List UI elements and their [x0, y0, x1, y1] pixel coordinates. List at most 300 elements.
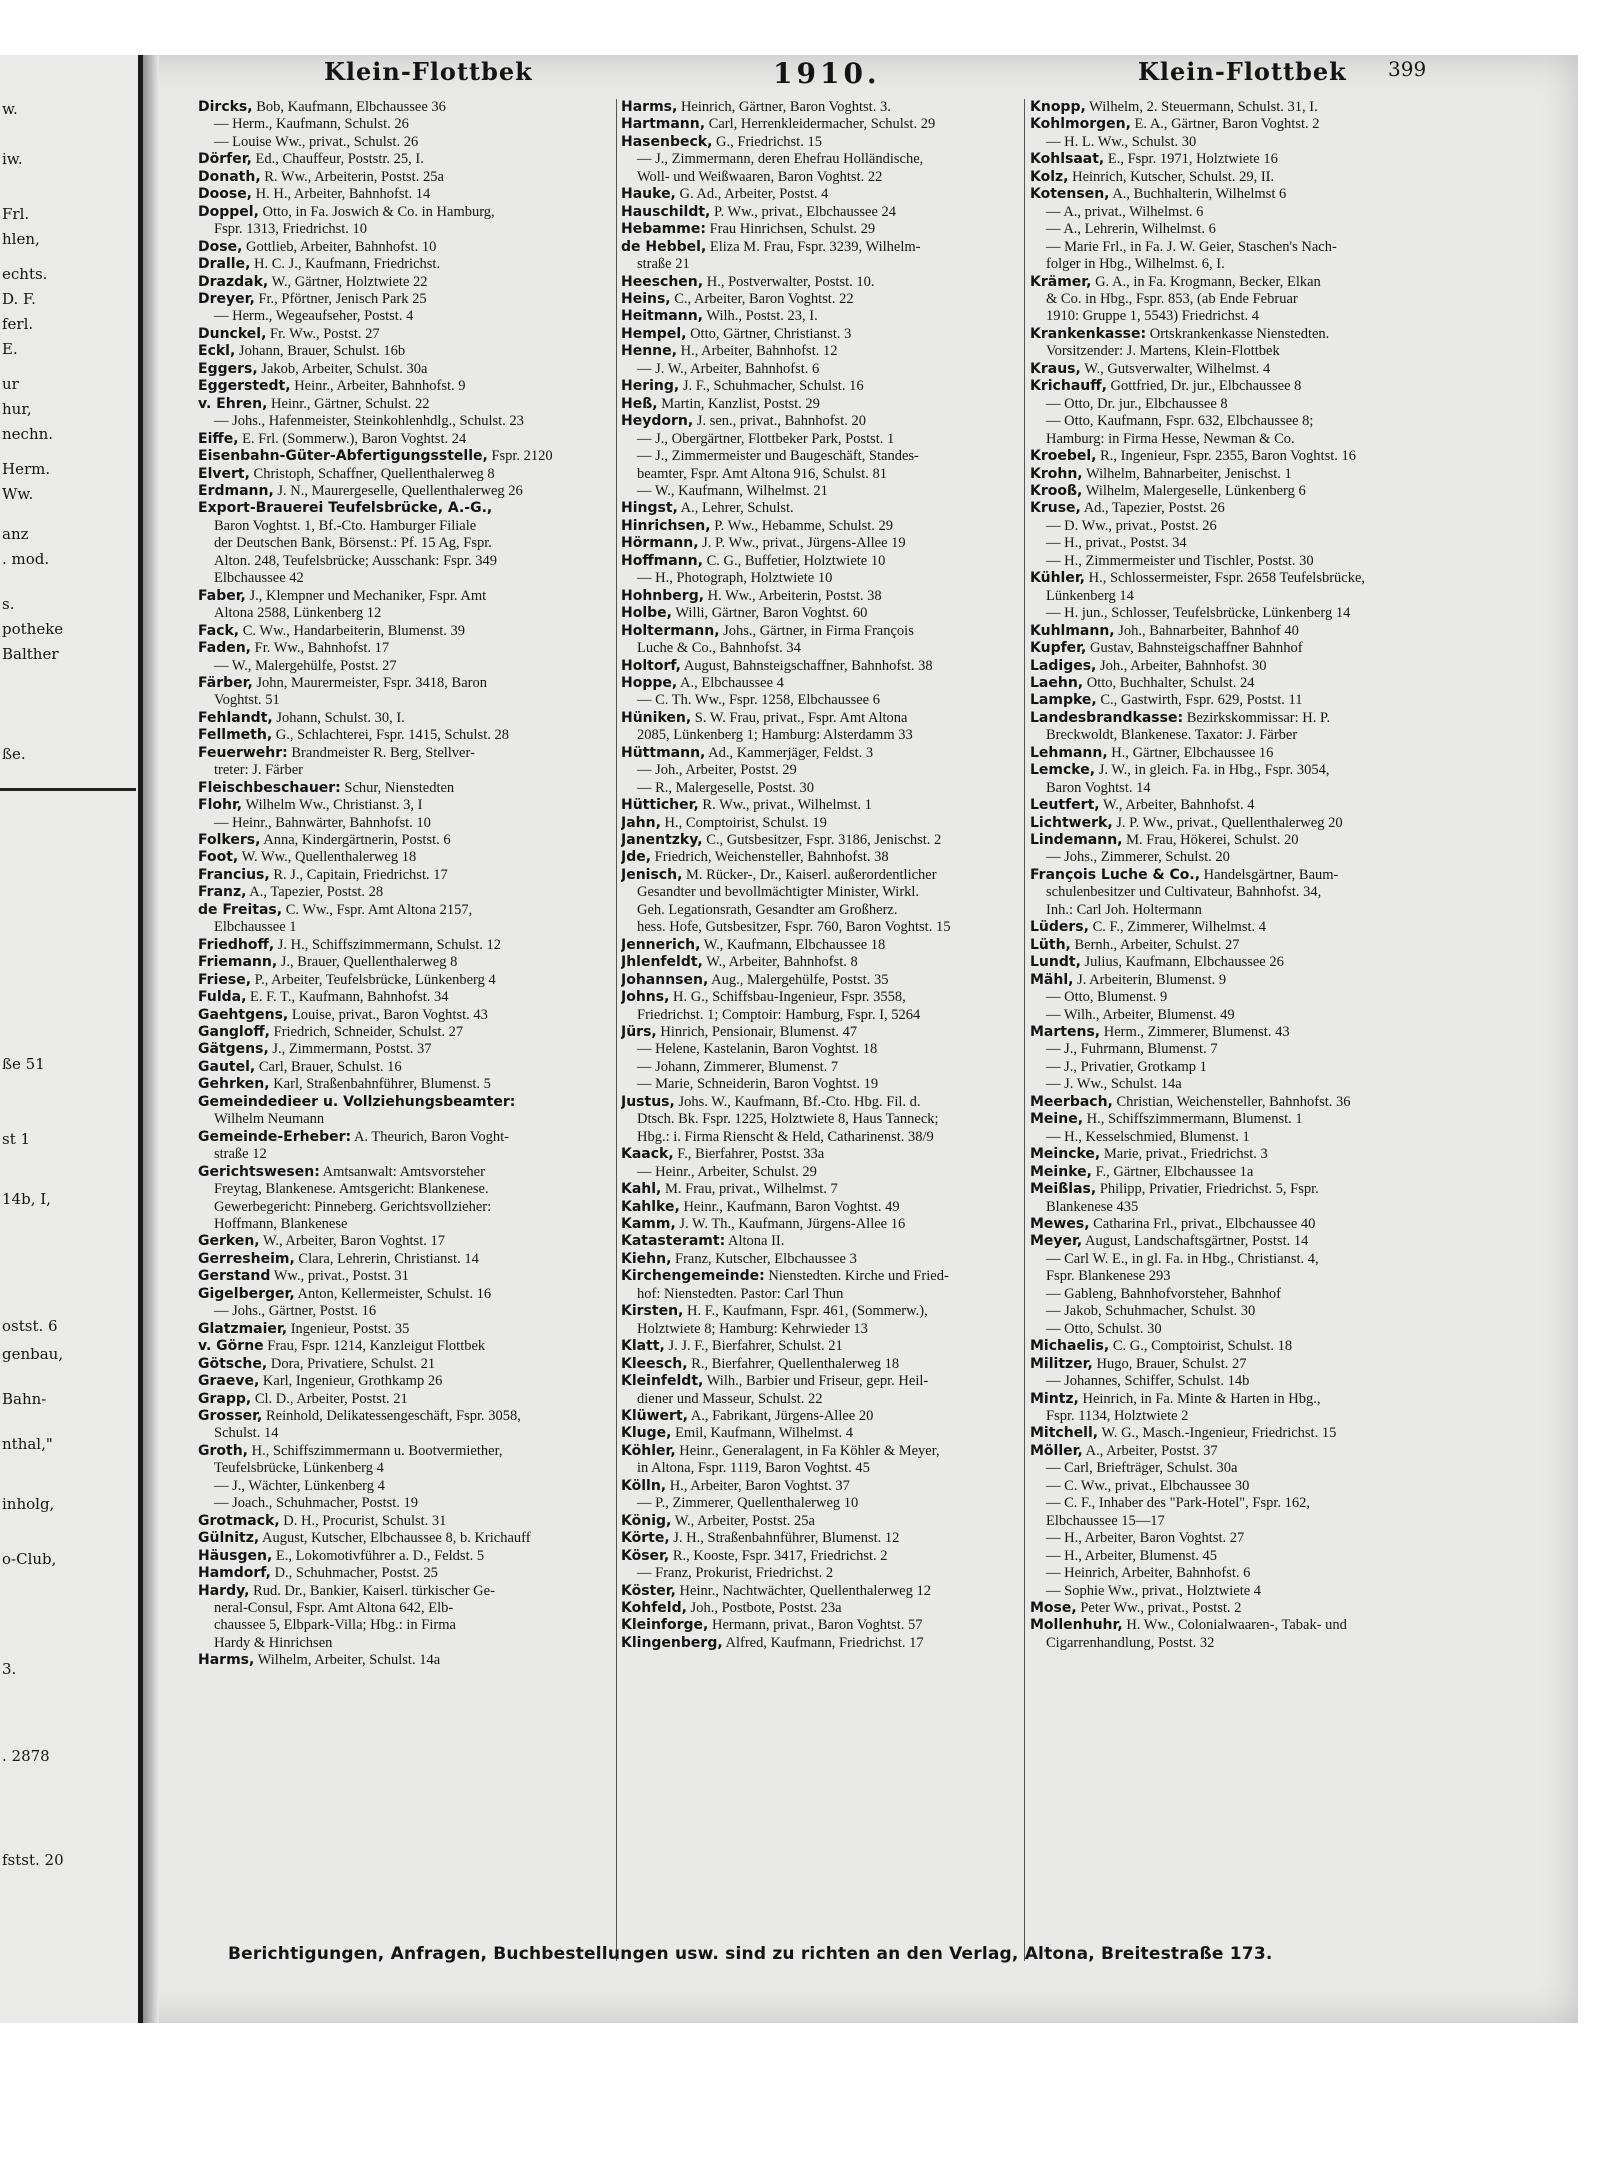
directory-entry — [198, 1565, 616, 1582]
previous-page-fragment: ße. — [2, 745, 26, 763]
directory-entry — [198, 692, 616, 709]
entry-details: C. Ww., Handarbeiterin, Blumenst. 39 — [239, 622, 466, 639]
directory-entry — [621, 692, 1021, 709]
entry-details: C. F., Zimmerer, Wilhelmst. 4 — [1088, 919, 1266, 936]
directory-entry — [1030, 1635, 1430, 1652]
entry-details: J. Arbeiterin, Blumenst. 9 — [1073, 971, 1227, 988]
entry-name: Kleinforge, — [621, 1617, 709, 1634]
directory-entry — [198, 518, 616, 535]
directory-entry — [621, 1583, 1021, 1600]
entry-name: Krämer, — [1030, 273, 1092, 290]
entry-name: Grapp, — [198, 1390, 252, 1407]
directory-entry — [198, 1408, 616, 1425]
entry-details: — J., Zimmermann, deren Ehefrau Holländische, — [637, 151, 924, 168]
entry-name: Foot, — [198, 849, 239, 866]
entry-name: Lüders, — [1030, 919, 1089, 936]
directory-entry — [1030, 902, 1430, 919]
entry-name: Heeschen, — [621, 273, 704, 290]
directory-entry — [1030, 99, 1430, 116]
directory-entry — [1030, 1286, 1430, 1303]
entry-details: M. Rücker-, Dr., Kaiserl. außerordentlicher — [682, 866, 937, 883]
directory-entry — [198, 937, 616, 954]
entry-details: Friedrichst. 1; Comptoir: Hamburg, Fspr. I, 5264 — [637, 1006, 921, 1023]
previous-page-fragment: Ww. — [2, 485, 34, 503]
entry-details: Elbchaussee 1 — [214, 919, 297, 936]
directory-entry — [1030, 570, 1430, 587]
gutter-shadow — [143, 55, 159, 2023]
entry-details: Cigarrenhandlung, Postst. 32 — [1046, 1634, 1215, 1651]
entry-name: Kirchengemeinde: — [621, 1268, 765, 1285]
entry-name: Leutfert, — [1030, 797, 1100, 814]
entry-details: — W., Kaufmann, Wilhelmst. 21 — [637, 482, 828, 499]
directory-entry — [198, 1024, 616, 1041]
directory-entry — [198, 274, 616, 291]
directory-entry — [621, 1373, 1021, 1390]
entry-name: Jhlenfeldt, — [621, 954, 703, 971]
directory-entry — [621, 99, 1021, 116]
entry-name: Kruse, — [1030, 500, 1081, 517]
entry-details: R., Kooste, Fspr. 3417, Friedrichst. 2 — [669, 1547, 888, 1564]
entry-details: J. J. F., Bierfahrer, Schulst. 21 — [664, 1338, 843, 1355]
entry-details: Peter Ww., privat., Postst. 2 — [1076, 1599, 1242, 1616]
entry-details: W., Gutsverwalter, Wilhelmst. 4 — [1080, 360, 1271, 377]
directory-entry — [621, 867, 1021, 884]
directory-entry — [198, 797, 616, 814]
entry-details: Joh., Bahnarbeiter, Bahnhof 40 — [1114, 622, 1299, 639]
entry-details: R. Ww., privat., Wilhelmst. 1 — [698, 797, 872, 814]
entry-details: H., Schiffszimmermann, Blumenst. 1 — [1083, 1111, 1303, 1128]
directory-entry — [1030, 274, 1430, 291]
directory-entry — [198, 762, 616, 779]
entry-details: — Heinr., Arbeiter, Schulst. 29 — [637, 1163, 817, 1180]
directory-entry — [621, 518, 1021, 535]
entry-details: J., Brauer, Quellenthalerweg 8 — [277, 954, 458, 971]
directory-entry — [1030, 1076, 1430, 1093]
directory-entry — [621, 762, 1021, 779]
previous-page-fragment: Herm. — [2, 460, 51, 478]
entry-details: J. N., Maurergeselle, Quellenthalerweg 26 — [273, 482, 523, 499]
entry-name: Lichtwerk, — [1030, 814, 1113, 831]
previous-page-fragment: iw. — [2, 150, 23, 168]
directory-entry — [1030, 1146, 1430, 1163]
entry-name: Johns, — [621, 989, 670, 1006]
entry-details: C. G., Comptoirist, Schulst. 18 — [1109, 1338, 1293, 1355]
previous-page-fragment: hlen, — [2, 230, 40, 248]
directory-entry — [1030, 919, 1430, 936]
previous-page-fragment: hur, — [2, 400, 32, 418]
directory-entry — [621, 396, 1021, 413]
entry-name: Donath, — [198, 168, 261, 185]
entry-details: — Otto, Dr. jur., Elbchaussee 8 — [1046, 395, 1228, 412]
directory-entry — [621, 1041, 1021, 1058]
entry-details: Christian, Weichensteller, Bahnhofst. 36 — [1112, 1093, 1351, 1110]
entry-details: hess. Hofe, Gutsbesitzer, Fspr. 760, Baron Voghtst. 15 — [637, 919, 951, 936]
entry-details: schulenbesitzer und Cultivateur, Bahnhofst. 34, — [1046, 884, 1322, 901]
entry-details: W., Gärtner, Holztwiete 22 — [268, 273, 428, 290]
entry-name: Meyer, — [1030, 1233, 1083, 1250]
directory-entry — [198, 239, 616, 256]
entry-details: — Joach., Schuhmacher, Postst. 19 — [214, 1495, 419, 1512]
entry-details: 2085, Lünkenberg 1; Hamburg: Alsterdamm 33 — [637, 727, 913, 744]
directory-entry — [1030, 640, 1430, 657]
entry-details: — Jakob, Schuhmacher, Schulst. 30 — [1046, 1303, 1256, 1320]
entry-details: E. A., Gärtner, Baron Voghtst. 2 — [1130, 116, 1320, 133]
entry-name: Lampke, — [1030, 692, 1097, 709]
entry-details: Heinr., Kaufmann, Baron Voghtst. 49 — [679, 1198, 900, 1215]
directory-entry — [1030, 361, 1430, 378]
entry-details: neral-Consul, Fspr. Amt Altona 642, Elb- — [214, 1599, 454, 1616]
directory-entry — [1030, 1181, 1430, 1198]
entry-details: Anna, Kindergärtnerin, Postst. 6 — [260, 832, 451, 849]
entry-name: Holtorf, — [621, 657, 681, 674]
directory-entry — [621, 151, 1021, 168]
directory-entry — [1030, 1391, 1430, 1408]
entry-details: Teufelsbrücke, Lünkenberg 4 — [214, 1460, 384, 1477]
entry-details: Dora, Privatiere, Schulst. 21 — [267, 1355, 436, 1372]
entry-name: Lindemann, — [1030, 832, 1123, 849]
entry-name: Fulda, — [198, 989, 247, 1006]
column-left — [198, 99, 616, 1670]
entry-name: Gerstand — [198, 1268, 271, 1285]
entry-name: Klingenberg, — [621, 1634, 723, 1651]
directory-entry — [621, 937, 1021, 954]
entry-details: Otto, Gärtner, Christianst. 3 — [686, 325, 852, 342]
entry-details: Hamburg: in Firma Hesse, Newman & Co. — [1046, 430, 1295, 447]
directory-entry — [1030, 483, 1430, 500]
entry-details: E. F. T., Kaufmann, Bahnhofst. 34 — [246, 989, 449, 1006]
entry-details: C. Ww., Fspr. Amt Altona 2157, — [282, 901, 473, 918]
entry-name: Kleesch, — [621, 1355, 688, 1372]
entry-details: — J., Fuhrmann, Blumenst. 7 — [1046, 1041, 1218, 1058]
entry-details: G., Friedrichst. 15 — [712, 133, 822, 150]
entry-details: A., Tapezier, Postst. 28 — [246, 884, 384, 901]
entry-name: Holtermann, — [621, 622, 720, 639]
entry-details: — Gableng, Bahnhofvorsteher, Bahnhof — [1046, 1285, 1281, 1302]
directory-entry — [198, 1583, 616, 1600]
directory-entry — [198, 256, 616, 273]
entry-name: v. Ehren, — [198, 395, 268, 412]
directory-entry — [198, 815, 616, 832]
entry-details: — H. jun., Schlosser, Teufelsbrücke, Lünkenberg 14 — [1046, 605, 1351, 622]
directory-entry — [1030, 867, 1430, 884]
directory-entry — [198, 186, 616, 203]
directory-entry — [1030, 169, 1430, 186]
directory-entry — [1030, 1094, 1430, 1111]
entry-name: Gehrken, — [198, 1076, 270, 1093]
entry-name: Jde, — [621, 849, 652, 866]
entry-details: P. Ww., privat., Elbchaussee 24 — [710, 203, 897, 220]
entry-details: C., Gastwirth, Fspr. 629, Postst. 11 — [1096, 692, 1303, 709]
directory-entry — [1030, 1583, 1430, 1600]
entry-details: — Wilh., Arbeiter, Blumenst. 49 — [1046, 1006, 1235, 1023]
entry-name: Katasteramt: — [621, 1233, 726, 1250]
entry-details: M. Frau, Hökerei, Schulst. 20 — [1122, 832, 1299, 849]
entry-details: J. H., Straßenbahnführer, Blumenst. 12 — [669, 1530, 900, 1547]
directory-entry — [621, 797, 1021, 814]
entry-details: H., Gärtner, Elbchaussee 16 — [1107, 744, 1274, 761]
entry-details: Heinrich, Gärtner, Baron Voghtst. 3. — [677, 99, 891, 115]
directory-entry — [621, 1635, 1021, 1652]
directory-entry — [1030, 343, 1430, 360]
column-divider — [616, 99, 617, 1961]
entry-details: C. G., Buffetier, Holztwiete 10 — [702, 552, 886, 569]
directory-entry — [1030, 151, 1430, 168]
entry-name: Kahl, — [621, 1181, 662, 1198]
entry-name: François Luche & Co., — [1030, 866, 1201, 883]
entry-name: Hoppe, — [621, 674, 678, 691]
entry-name: Jennerich, — [621, 936, 701, 953]
entry-details: — H., privat., Postst. 34 — [1046, 535, 1187, 552]
entry-details: — Heinr., Bahnwärter, Bahnhofst. 10 — [214, 814, 431, 831]
entry-details: — Johs., Zimmerer, Schulst. 20 — [1046, 849, 1230, 866]
directory-entry — [198, 605, 616, 622]
directory-entry — [621, 1007, 1021, 1024]
directory-entry — [198, 867, 616, 884]
header-year: 1910. — [773, 57, 881, 90]
entry-name: Hasenbeck, — [621, 133, 713, 150]
directory-entry — [198, 1059, 616, 1076]
entry-details: Herm., Zimmerer, Blumenst. 43 — [1100, 1024, 1290, 1041]
directory-entry — [1030, 1565, 1430, 1582]
entry-name: Hamdorf, — [198, 1565, 271, 1582]
publisher-footer: Berichtigungen, Anfragen, Buchbestellungen usw. sind zu richten an den Verlag, Altona, Breitestraße 173. — [228, 1944, 1273, 1964]
directory-entry — [621, 274, 1021, 291]
entry-name: Meine, — [1030, 1111, 1084, 1128]
entry-details: Handelsgärtner, Baum- — [1200, 866, 1339, 883]
directory-entry — [1030, 1408, 1430, 1425]
directory-entry — [198, 1321, 616, 1338]
entry-details: W., Arbeiter, Bahnhofst. 4 — [1099, 797, 1255, 814]
directory-entry — [198, 727, 616, 744]
entry-name: Hütticher, — [621, 797, 699, 814]
scanned-sheet — [0, 55, 1578, 2023]
entry-details: Willi, Gärtner, Baron Voghtst. 60 — [671, 605, 868, 622]
directory-entry — [1030, 1356, 1430, 1373]
entry-name: Franz, — [198, 884, 247, 901]
entry-name: Gemeindedieer u. Vollziehungsbeamter: — [198, 1093, 516, 1110]
entry-name: Flohr, — [198, 797, 243, 814]
entry-name: Mitchell, — [1030, 1425, 1099, 1442]
entry-name: Janentzky, — [621, 832, 703, 849]
entry-details: S. W. Frau, privat., Fspr. Amt Altona — [691, 709, 908, 726]
entry-details: — R., Malergeselle, Postst. 30 — [637, 779, 814, 796]
directory-entry — [1030, 1513, 1430, 1530]
entry-name: Mollenhuhr, — [1030, 1617, 1123, 1634]
directory-entry — [198, 780, 616, 797]
directory-entry — [621, 570, 1021, 587]
entry-name: Fellmeth, — [198, 727, 273, 744]
entry-details: Ingenieur, Postst. 35 — [287, 1320, 410, 1337]
entry-name: Folkers, — [198, 832, 261, 849]
entry-details: Anton, Kellermeister, Schulst. 16 — [294, 1285, 492, 1302]
directory-entry — [621, 221, 1021, 238]
directory-entry — [621, 308, 1021, 325]
entry-name: Ladiges, — [1030, 657, 1097, 674]
directory-entry — [621, 954, 1021, 971]
entry-details: Hinrich, Pensionair, Blumenst. 47 — [656, 1024, 858, 1041]
entry-details: — Otto, Blumenst. 9 — [1046, 989, 1168, 1006]
entry-details: W., Arbeiter, Bahnhofst. 8 — [702, 954, 858, 971]
entry-details: G., Schlachterei, Fspr. 1415, Schulst. 28 — [272, 727, 509, 744]
directory-entry — [1030, 256, 1430, 273]
entry-name: Krichauff, — [1030, 378, 1107, 395]
entry-details: — Herm., Kaufmann, Schulst. 26 — [214, 116, 409, 133]
directory-entry — [1030, 1059, 1430, 1076]
entry-details: Blankenese 435 — [1046, 1198, 1139, 1215]
entry-details: — Herm., Wegeaufseher, Postst. 4 — [214, 308, 414, 325]
entry-details: Brandmeister R. Berg, Stellver- — [287, 744, 475, 761]
entry-name: Harms, — [621, 99, 678, 115]
entry-details: H., Arbeiter, Baron Voghtst. 37 — [666, 1477, 850, 1494]
entry-name: Kamm, — [621, 1216, 676, 1232]
directory-entry — [621, 1129, 1021, 1146]
directory-entry — [198, 1164, 616, 1181]
entry-name: Dreyer, — [198, 290, 255, 307]
directory-entry — [198, 1495, 616, 1512]
entry-name: Gaehtgens, — [198, 1006, 289, 1023]
entry-details: Schulst. 14 — [214, 1425, 279, 1442]
entry-name: Meinke, — [1030, 1163, 1092, 1180]
directory-entry — [1030, 535, 1430, 552]
directory-entry — [621, 1600, 1021, 1617]
entry-details: J. W., in gleich. Fa. in Hbg., Fspr. 3054, — [1095, 762, 1330, 779]
entry-name: Dose, — [198, 238, 243, 255]
previous-page-fragment: . 2878 — [2, 1747, 50, 1765]
entry-details: — Louise Ww., privat., Schulst. 26 — [214, 133, 419, 150]
directory-entry — [621, 466, 1021, 483]
directory-entry — [198, 658, 616, 675]
entry-details: Karl, Straßenbahnführer, Blumenst. 5 — [269, 1076, 491, 1093]
entry-details: A. Theurich, Baron Voght- — [351, 1128, 510, 1145]
column-middle — [621, 99, 1021, 1652]
directory-entry — [621, 605, 1021, 622]
directory-entry — [621, 849, 1021, 866]
entry-name: Lundt, — [1030, 954, 1081, 971]
directory-entry — [1030, 431, 1430, 448]
entry-details: — Heinrich, Arbeiter, Bahnhofst. 6 — [1046, 1565, 1251, 1582]
directory-entry — [1030, 134, 1430, 151]
entry-details: Heinr., Gärtner, Schulst. 22 — [267, 395, 430, 412]
entry-details: M. Frau, privat., Wilhelmst. 7 — [661, 1181, 838, 1198]
entry-details: straße 12 — [214, 1146, 267, 1163]
directory-entry — [1030, 553, 1430, 570]
directory-entry — [621, 919, 1021, 936]
entry-name: Hauschildt, — [621, 203, 711, 220]
entry-details: Ortskrankenkasse Nienstedten. — [1146, 325, 1330, 342]
directory-entry — [1030, 116, 1430, 133]
directory-entry — [621, 1408, 1021, 1425]
directory-entry — [1030, 588, 1430, 605]
previous-page-fragment: . mod. — [2, 550, 50, 568]
directory-entry — [621, 1356, 1021, 1373]
directory-entry — [621, 1548, 1021, 1565]
entry-name: Gerresheim, — [198, 1250, 295, 1267]
entry-name: König, — [621, 1512, 672, 1529]
entry-details: H. C. J., Kaufmann, Friedrichst. — [250, 256, 441, 273]
previous-page-fragment: 3. — [2, 1660, 17, 1678]
previous-page-fragment: nthal," — [2, 1435, 53, 1453]
entry-details: Schur, Nienstedten — [340, 779, 455, 796]
directory-entry — [198, 466, 616, 483]
entry-details: 1910: Gruppe 1, 5543) Friedrichst. 4 — [1046, 308, 1260, 325]
entry-details: Friedrich, Schneider, Schulst. 27 — [270, 1024, 464, 1041]
entry-details: Hugo, Brauer, Schulst. 27 — [1092, 1355, 1247, 1372]
entry-details: F., Bierfahrer, Postst. 33a — [673, 1146, 825, 1163]
entry-name: Doppel, — [198, 203, 259, 220]
entry-name: Mewes, — [1030, 1216, 1090, 1232]
entry-name: Eiffe, — [198, 430, 239, 447]
entry-details: Fspr. Blankenese 293 — [1046, 1268, 1171, 1285]
entry-details: J. W. Th., Kaufmann, Jürgens-Allee 16 — [675, 1216, 906, 1232]
entry-details: H. Ww., Colonialwaaren-, Tabak- und — [1122, 1617, 1347, 1634]
directory-entry — [198, 570, 616, 587]
directory-entry — [621, 1146, 1021, 1163]
directory-entry — [198, 1513, 616, 1530]
entry-details: Heinrich, in Fa. Minte & Harten in Hbg., — [1078, 1390, 1321, 1407]
previous-page-fragment: fstst. 20 — [2, 1851, 64, 1869]
entry-details: Inh.: Carl Joh. Holtermann — [1046, 901, 1202, 918]
entry-name: Gerichtswesen: — [198, 1163, 320, 1180]
entry-details: Hoffmann, Blankenese — [214, 1216, 348, 1232]
entry-details: — Sophie Ww., privat., Holztwiete 4 — [1046, 1582, 1262, 1599]
entry-name: Faden, — [198, 640, 251, 657]
entry-details: J. sen., privat., Bahnhofst. 20 — [693, 413, 866, 430]
entry-details: — Helene, Kastelanin, Baron Voghtst. 18 — [637, 1041, 878, 1058]
directory-entry — [198, 832, 616, 849]
directory-entry — [198, 1600, 616, 1617]
directory-entry — [198, 308, 616, 325]
directory-entry — [1030, 954, 1430, 971]
entry-name: Kroebel, — [1030, 448, 1097, 465]
directory-entry — [1030, 1024, 1430, 1041]
entry-details: G. A., in Fa. Krogmann, Becker, Elkan — [1091, 273, 1321, 290]
entry-name: Kaack, — [621, 1146, 674, 1163]
previous-page-fragment: Bahn- — [2, 1390, 47, 1408]
directory-entry — [198, 500, 616, 517]
entry-details: Marie, privat., Friedrichst. 3 — [1100, 1146, 1268, 1163]
entry-name: Fack, — [198, 622, 240, 639]
directory-entry — [198, 989, 616, 1006]
entry-name: Grotmack, — [198, 1512, 280, 1529]
entry-details: R. Ww., Arbeiterin, Postst. 25a — [260, 168, 444, 185]
entry-details: J. H., Schiffszimmermann, Schulst. 12 — [274, 936, 502, 953]
page-number: 399 — [1388, 57, 1427, 81]
directory-entry — [621, 1164, 1021, 1181]
entry-details: E., Lokomotivführer a. D., Feldst. 5 — [272, 1547, 485, 1564]
directory-entry — [621, 832, 1021, 849]
directory-entry — [621, 902, 1021, 919]
entry-name: Lüth, — [1030, 936, 1071, 953]
directory-entry — [621, 239, 1021, 256]
directory-entry — [198, 1530, 616, 1547]
entry-details: Carl, Brauer, Schulst. 16 — [255, 1058, 402, 1075]
entry-name: Kiehn, — [621, 1250, 672, 1267]
entry-name: Färber, — [198, 674, 253, 691]
entry-details: Wilh., Barbier und Friseur, gepr. Heil- — [703, 1373, 929, 1390]
previous-page-fragment: Balther — [2, 645, 59, 663]
entry-name: Eisenbahn-Güter-Abfertigungsstelle, — [198, 448, 488, 465]
directory-entry — [1030, 378, 1430, 395]
entry-details: — Joh., Arbeiter, Postst. 29 — [637, 762, 797, 779]
entry-details: — J., Obergärtner, Flottbeker Park, Postst. 1 — [637, 430, 895, 447]
directory-entry — [621, 658, 1021, 675]
entry-details: J., Klempner und Mechaniker, Fspr. Amt — [245, 587, 487, 604]
entry-details: E., Fspr. 1971, Holztwiete 16 — [1104, 151, 1278, 168]
entry-name: Jenisch, — [621, 866, 683, 883]
directory-entry — [198, 1373, 616, 1390]
directory-entry — [1030, 884, 1430, 901]
entry-name: Lehmann, — [1030, 744, 1108, 761]
